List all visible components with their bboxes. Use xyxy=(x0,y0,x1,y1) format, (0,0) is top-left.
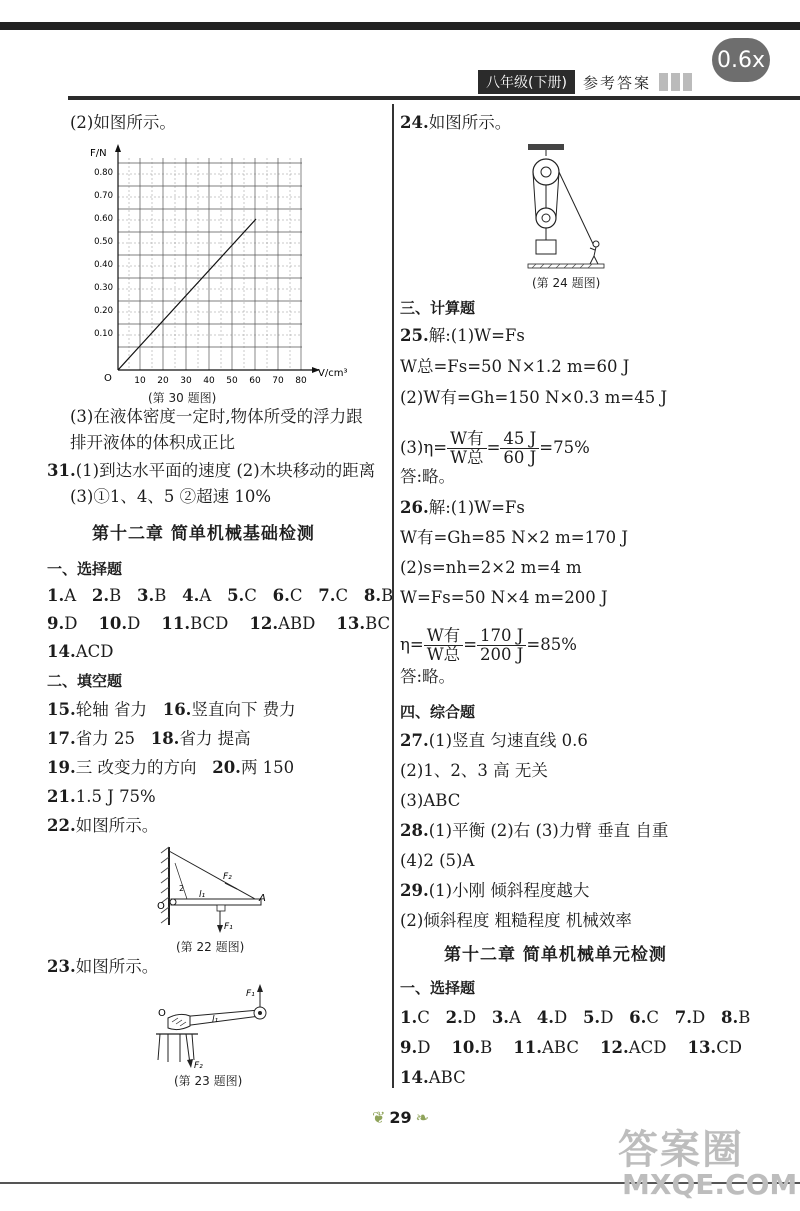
y-tick: 0.80 xyxy=(94,168,113,178)
graph-30 xyxy=(80,138,370,388)
fill-21: 21.1.5 J 75% xyxy=(47,787,156,806)
x-tick: 30 xyxy=(180,376,192,386)
graph-30-caption: (第 30 题图) xyxy=(148,391,217,405)
figure-23 xyxy=(150,982,280,1072)
calc-26b: W有=Gh=85 N×2 m=170 J xyxy=(400,528,628,547)
figure-24-caption: (第 24 题图) xyxy=(532,276,601,290)
comp-29b: (2)倾斜程度 粗糙程度 机械效率 xyxy=(400,911,632,930)
calc-26d: W=Fs=50 N×4 m=200 J xyxy=(400,588,608,607)
comp-27b: (2)1、2、3 高 无关 xyxy=(400,761,548,780)
chapter-title-1: 第十二章 简单机械基础检测 xyxy=(92,524,315,544)
calc-25e: 答:略。 xyxy=(400,467,456,486)
fig22-l1: l₁ xyxy=(199,890,206,900)
fig22-a: A xyxy=(259,893,266,904)
header-rule xyxy=(68,96,800,100)
x-tick: 70 xyxy=(272,376,284,386)
calc-25b: W总=Fs=50 N×1.2 m=60 J xyxy=(400,357,630,376)
watermark-url: MXQE.COM xyxy=(622,1168,798,1201)
fill-19-20: 19.三 改变力的方向 20.两 150 xyxy=(47,758,295,777)
fill-22: 22.如图所示。 xyxy=(47,816,159,835)
fig22-f1: F₁ xyxy=(224,922,233,932)
calc-25a: 25.解:(1)W=Fs xyxy=(400,326,525,345)
x-tick: 40 xyxy=(203,376,215,386)
section-mc-2: 一、选择题 xyxy=(400,979,476,997)
comp-29a: 29.(1)小刚 倾斜程度越大 xyxy=(400,881,590,900)
fig22-f2: F₂ xyxy=(223,872,232,882)
calc-25c: (2)W有=Gh=150 N×0.3 m=45 J xyxy=(400,388,668,407)
calc-25d: (3)η= $\frac{\text{W有}}{\text{W总}}$ = $\frac{45 J}{60 J}$ =75% xyxy=(400,429,590,467)
y-tick: 0.20 xyxy=(94,306,113,316)
figure-22-caption: (第 22 题图) xyxy=(176,940,245,954)
y-tick: 0.40 xyxy=(94,260,113,270)
watermark-logo: 答案圈 xyxy=(618,1127,744,1173)
calc-26c: (2)s=nh=2×2 m=4 m xyxy=(400,558,582,577)
calc-26e: η= $\frac{\text{W有}}{\text{W总}}$ = $\frac{170 J}{200 J}$ =85% xyxy=(400,626,577,664)
answer-31b: (3)①1、4、5 ②超速 10% xyxy=(70,487,272,506)
section-comprehensive: 四、综合题 xyxy=(400,703,476,721)
comp-27c: (3)ABC xyxy=(400,791,461,810)
fill-23: 23.如图所示。 xyxy=(47,957,159,976)
page-number: ❦ 29 ❧ xyxy=(372,1108,430,1127)
y-tick: 0.50 xyxy=(94,237,113,247)
figure-22 xyxy=(155,843,285,935)
mc2-row-3: 14.ABC xyxy=(400,1068,466,1087)
answer-30-2: (2)如图所示。 xyxy=(70,113,176,132)
mc2-row-1: 1.C 2.D 3.A 4.D 5.D 6.C 7.D 8.B xyxy=(400,1008,751,1027)
section-calc: 三、计算题 xyxy=(400,299,476,317)
answer-31a: 31.(1)到达水平面的速度 (2)木块移动的距离 xyxy=(47,461,376,480)
comp-28b: (4)2 (5)A xyxy=(400,851,475,870)
figure-24 xyxy=(524,140,614,272)
y-tick: 0.30 xyxy=(94,283,113,293)
mc-row-1: 1.A 2.B 3.B 4.A 5.C 6.C 7.C 8.B xyxy=(47,586,394,605)
mc-row-2: 9.D 10.D 11.BCD 12.ABD 13.BC xyxy=(47,614,391,633)
answer-24: 24.如图所示。 xyxy=(400,113,512,132)
chapter-title-2: 第十二章 简单机械单元检测 xyxy=(444,945,667,965)
leaf-icon: ❦ xyxy=(372,1108,386,1127)
header-decoration xyxy=(659,73,692,91)
calc-26a: 26.解:(1)W=Fs xyxy=(400,498,525,517)
fig23-l1: l₁ xyxy=(212,1015,219,1025)
page-header xyxy=(478,70,692,94)
x-tick: 80 xyxy=(295,376,307,386)
data-line xyxy=(118,219,256,370)
x-tick: 60 xyxy=(249,376,261,386)
fig22-o: O xyxy=(157,901,165,912)
fig23-o: O xyxy=(158,1008,166,1019)
answer-30-3a: (3)在液体密度一定时,物体所受的浮力跟 xyxy=(70,407,363,426)
fig23-f1: F₁ xyxy=(246,989,255,999)
fig23-f2: F₂ xyxy=(194,1061,203,1071)
section-fill-1: 二、填空题 xyxy=(47,672,123,690)
y-tick: 0.70 xyxy=(94,191,113,201)
x-tick: 20 xyxy=(157,376,169,386)
top-border xyxy=(0,22,800,30)
answer-30-3b: 排开液体的体积成正比 xyxy=(70,433,235,452)
x-axis-label: V/cm³ xyxy=(318,368,348,379)
y-tick: 0.10 xyxy=(94,329,113,339)
y-tick: 0.60 xyxy=(94,214,113,224)
mc2-row-2: 9.D 10.B 11.ABC 12.ACD 13.CD xyxy=(400,1038,743,1057)
fill-17-18: 17.省力 25 18.省力 提高 xyxy=(47,729,251,748)
mc-row-3: 14.ACD xyxy=(47,642,114,661)
zoom-level-badge[interactable]: 0.6x xyxy=(712,38,770,82)
grade-label: 八年级(下册) xyxy=(478,70,575,94)
x-tick: 10 xyxy=(134,376,146,386)
comp-27a: 27.(1)竖直 匀速直线 0.6 xyxy=(400,731,588,750)
origin-label: O xyxy=(104,373,112,384)
calc-26f: 答:略。 xyxy=(400,667,456,686)
fill-15-16: 15.轮轴 省力 16.竖直向下 费力 xyxy=(47,700,296,719)
y-axis-label: F/N xyxy=(90,148,107,159)
comp-28a: 28.(1)平衡 (2)右 (3)力臂 垂直 自重 xyxy=(400,821,669,840)
figure-23-caption: (第 23 题图) xyxy=(174,1074,243,1088)
leaf-icon: ❧ xyxy=(415,1108,430,1127)
header-title: 参考答案 xyxy=(582,73,651,92)
fig22-l2: 2 xyxy=(179,884,185,893)
section-mc-1: 一、选择题 xyxy=(47,560,123,578)
x-tick: 50 xyxy=(226,376,238,386)
